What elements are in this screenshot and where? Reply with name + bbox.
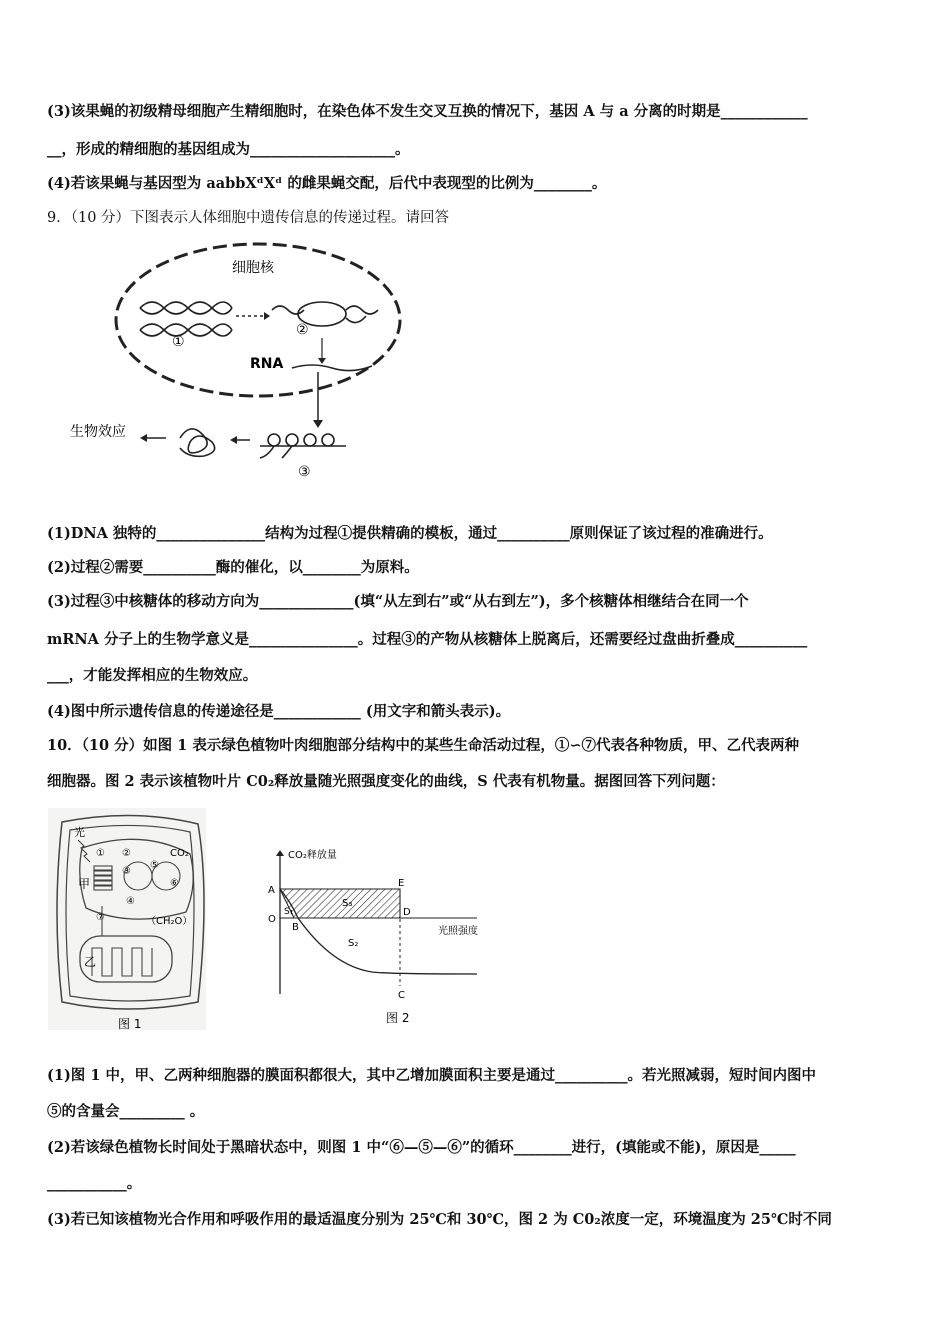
label-2: ② (296, 322, 309, 338)
effect-label: 生物效应 (70, 424, 126, 440)
q9-part4: (4)图中所示遗传信息的传递途径是____________ (用文字和箭头表示)。 (47, 703, 511, 720)
s3-hatched-region (280, 889, 400, 918)
q9-part3-line1: (3)过程③中核糖体的移动方向为_____________(填“从左到右”或“从右到左”)，多个核糖体相继结合在同一个 (47, 593, 749, 610)
jia-label: 甲 (78, 877, 91, 891)
q8-part3-line2: __，形成的精细胞的基因组成为____________________。 (47, 141, 410, 158)
y-axis-arrow (276, 850, 284, 856)
point-E: E (398, 878, 405, 889)
mark-4: ④ (126, 896, 135, 907)
q9-transcription-translation-figure (60, 238, 420, 488)
q10-figure2-co2-light-curve (262, 842, 487, 1032)
ch2o-label: （CH₂O） (146, 916, 193, 927)
q10-part3: (3)若已知该植物光合作用和呼吸作用的最适温度分别为 25℃和 30℃，图 2 为 C0₂浓度一定，环境温度为 25℃时不同 (47, 1211, 832, 1228)
transcription-bubble (272, 302, 378, 326)
label-1: ① (172, 334, 185, 350)
mark-2: ② (122, 848, 131, 859)
arrow-head (313, 420, 323, 428)
q10-part1-line2: ⑤的含量会_________ 。 (47, 1103, 205, 1120)
q9-part2: (2)过程②需要__________酶的催化，以________为原料。 (47, 559, 419, 576)
q9-part3-line3: ___，才能发挥相应的生物效应。 (47, 667, 258, 684)
light-label: 光 (74, 826, 85, 839)
mark-5: ⑤ (150, 860, 159, 871)
ribosomes-on-mrna (260, 434, 346, 458)
q10-part2-line2: ___________。 (47, 1175, 142, 1192)
y-axis-label: CO₂释放量 (288, 850, 337, 861)
mark-7: ⑦ (96, 912, 105, 923)
q10-part1-line1: (1)图 1 中，甲、乙两种细胞器的膜面积都很大，其中乙增加膜面积主要是通过__________。若光照减弱，短时间内图中 (47, 1067, 816, 1084)
label-3: ③ (298, 464, 311, 480)
q8-part3-line1: (3)该果蝇的初级精母细胞产生精细胞时，在染色体不发生交叉互换的情况下，基因 A 与 a 分离的时期是____________ (47, 103, 808, 120)
rna-strand (292, 365, 372, 371)
arrow-head (230, 436, 237, 444)
nucleus-label: 细胞核 (232, 260, 274, 276)
figure1-caption: 图 1 (118, 1017, 142, 1031)
yi-label: 乙 (84, 955, 97, 969)
rna-label: RNA (250, 356, 284, 372)
q9-header: 9．（10 分）下图表示人体细胞中遗传信息的传递过程。请回答 (47, 210, 450, 226)
arrow-head (264, 312, 270, 320)
q10-part2-line1: (2)若该绿色植物长时间处于黑暗状态中，则图 1 中“⑥—⑤—⑥”的循环________进行，(填能或不能)，原因是_____ (47, 1139, 796, 1156)
folded-protein (180, 429, 215, 456)
x-axis-label: 光照强度 (438, 926, 478, 937)
q10-header-line2: 细胞器。图 2 表示该植物叶片 C0₂释放量随光照强度变化的曲线，S 代表有机物量。据图回答下列问题： (47, 773, 725, 790)
point-D: D (403, 907, 411, 918)
dna-helix (140, 302, 232, 336)
s3-label: S₃ (342, 898, 353, 909)
arrow-head (318, 358, 326, 364)
point-B: B (292, 922, 299, 933)
s2-label: S₂ (348, 938, 359, 949)
point-O: O (268, 914, 276, 925)
mark-3: ③ (122, 866, 131, 877)
figure2-caption: 图 2 (386, 1011, 410, 1025)
s1-label: S₁ (284, 907, 294, 917)
point-C: C (398, 990, 405, 1001)
q9-part1: (1)DNA 独特的_______________结构为过程①提供精确的模板，通过__________原则保证了该过程的准确进行。 (47, 525, 773, 542)
q10-figure1-leaf-cell (46, 806, 211, 1034)
mark-6: ⑥ (170, 878, 179, 889)
mark-1: ① (96, 848, 105, 859)
arrow-head (140, 434, 147, 442)
q8-part4: (4)若该果蝇与基因型为 aabbXᵈXᵈ 的雌果蝇交配，后代中表现型的比例为________。 (47, 175, 607, 192)
co2-label: CO₂ (170, 848, 189, 859)
q10-header-line1: 10．（10 分）如图 1 表示绿色植物叶肉细胞部分结构中的某些生命活动过程，①∽⑦代表各种物质，甲、乙代表两种 (47, 737, 799, 754)
point-A: A (268, 885, 275, 896)
q9-part3-line2: mRNA 分子上的生物学意义是_______________。过程③的产物从核糖体上脱离后，还需要经过盘曲折叠成__________ (47, 631, 808, 648)
